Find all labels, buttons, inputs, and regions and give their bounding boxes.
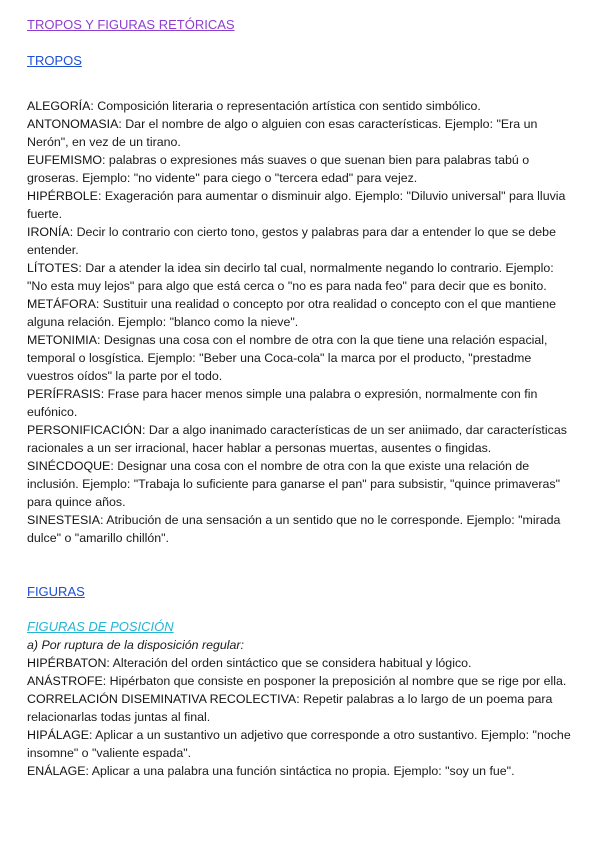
entry-definition: : Dar el nombre de algo o alguien con esas características. Ejemplo: "Era un Nerón", en vez de un tirano. [27,117,538,149]
entry-definition: : Exageración para aumentar o disminuir algo. Ejemplo: "Diluvio universal" para lluvia fuerte. [27,189,566,221]
entry-term: ALEGORÍA [27,99,91,113]
entry-definition: : Hipérbaton que consiste en posponer la preposición al nombre que se rige por ella. [102,674,567,688]
list-item [27,726,574,762]
list-item [27,97,574,115]
entry-definition: : Decir lo contrario con cierto tono, gestos y palabras para dar a entender lo que se debe entender. [27,225,556,257]
entry-term: IRONÍA [27,225,70,239]
entry-definition: : Atribución de una sensación a un sentido que no le corresponde. Ejemplo: "mirada dulce" o "amarillo chillón". [27,513,561,545]
figuras-heading: FIGURAS [27,584,85,599]
section-note: a) Por ruptura de la disposición regular: [27,638,244,652]
entry-definition: : Sustituir una realidad o concepto por otra realidad o concepto con el que mantiene alguna relación. Ejemplo: "blanco como la nieve". [27,297,556,329]
entry-term: SINESTESIA [27,513,100,527]
entry-definition: : Repetir palabras a lo largo de un poema para relacionarlas todas juntas al final. [27,692,553,724]
list-item [27,457,574,511]
list-item [27,511,574,547]
entry-term: HIPÁLAGE [27,728,89,742]
document-title: TROPOS Y FIGURAS RETÓRICAS [27,17,235,32]
entry-definition: : Dar a atender la idea sin decirlo tal cual, normalmente negando lo contrario. Ejemplo: "No esta muy lejos" para algo que está cerca o "no es para nada feo" para decir que es bonito. [27,261,554,293]
list-item [27,259,574,295]
figuras-list [27,654,574,780]
list-item [27,672,574,690]
entry-term: LÍTOTES [27,261,79,275]
entry-term: SINÉCDOQUE [27,459,111,473]
entry-term: ENÁLAGE [27,764,86,778]
entry-definition: : Designar una cosa con el nombre de otra con la que existe una relación de inclusión. Ejemplo: "Trabaja lo suficiente para ganarse el pan" para subsistir, "quince primaveras" para quince años. [27,459,560,509]
entry-definition: : Alteración del orden sintáctico que se considera habitual y lógico. [106,656,472,670]
figuras-posicion-heading: FIGURAS DE POSICIÓN [27,619,174,634]
tropos-list [27,97,574,547]
entry-term: HIPÉRBOLE [27,189,98,203]
entry-definition: : Aplicar a un sustantivo un adjetivo que corresponde a otro sustantivo. Ejemplo: "noche insomne" o "valiente espada". [27,728,571,760]
list-item [27,115,574,151]
list-item [27,762,574,780]
entry-term: PERSONIFICACIÓN [27,423,142,437]
list-item [27,295,574,331]
list-item [27,151,574,187]
entry-term: CORRELACIÓN DISEMINATIVA RECOLECTIVA [27,692,297,706]
entry-term: ANTONOMASIA [27,117,119,131]
list-item [27,654,574,672]
list-item [27,223,574,259]
entry-term: HIPÉRBATON [27,656,107,670]
entry-definition: : Designas una cosa con el nombre de otra con la que tiene una relación espacial, temporal o losgística. Ejemplo: "Beber una Coca-cola" la marca por el producto, "prestadme vuestros oídos" la parte por el todo. [27,333,548,383]
list-item [27,331,574,385]
list-item [27,187,574,223]
entry-term: EUFEMISMO [27,153,103,167]
entry-definition: : Composición literaria o representación artística con sentido simbólico. [90,99,481,113]
entry-term: PERÍFRASIS [27,387,101,401]
entry-definition: : Aplicar a una palabra una función sintáctica no propia. Ejemplo: "soy un fue". [85,764,515,778]
entry-definition: : palabras o expresiones más suaves o que suenan bien para palabras tabú o groseras. Ejemplo: "no vidente" para ciego o "tercera edad" para vejez. [27,153,530,185]
entry-term: METÁFORA [27,297,96,311]
entry-definition: : Frase para hacer menos simple una palabra o expresión, normalmente con fin eufónico. [27,387,538,419]
entry-definition: : Dar a algo inanimado características de un ser aniimado, dar características racionales a un ser irracional, hacer hablar a personas muertas, ausentes o fingidas. [27,423,567,455]
list-item [27,421,574,457]
entry-term: METONIMIA [27,333,97,347]
tropos-heading: TROPOS [27,53,82,68]
list-item [27,690,574,726]
list-item [27,385,574,421]
entry-term: ANÁSTROFE [27,674,103,688]
